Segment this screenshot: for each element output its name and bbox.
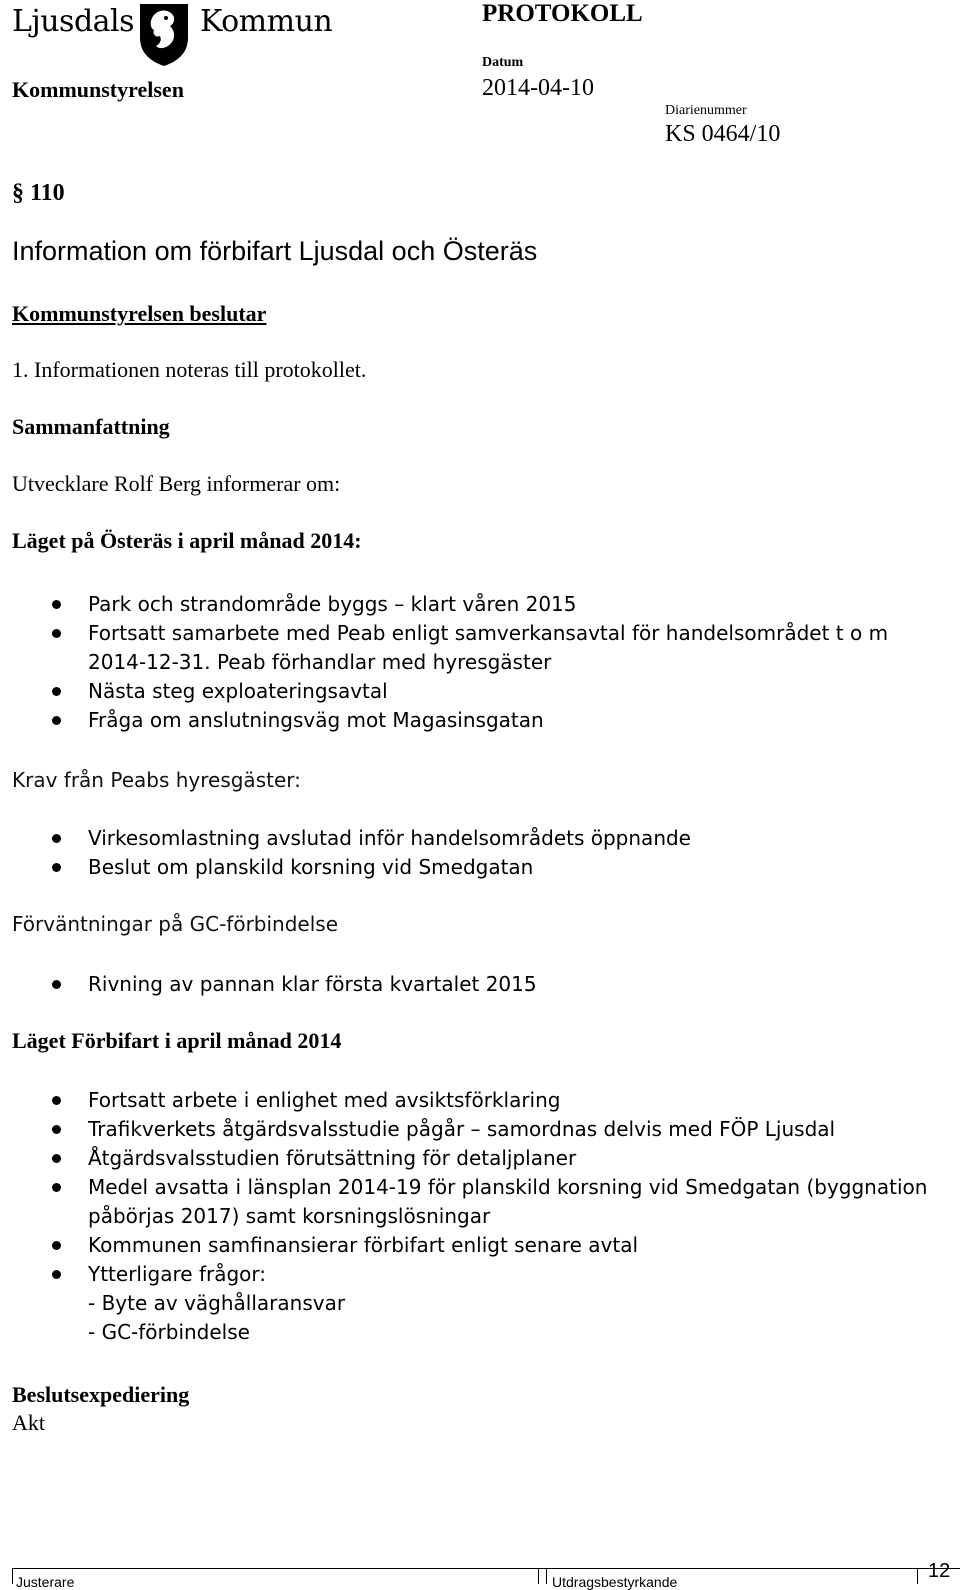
justerare-box [12,1568,539,1584]
date-value: 2014-04-10 [482,75,594,101]
list-item: Park och strandområde byggs – klart våren 2015 [0,590,888,619]
intro-text: Utvecklare Rolf Berg informerar om: [12,471,341,496]
list-item: Rivning av pannan klar första kvartalet 2015 [0,970,537,999]
forbifart-list [0,1086,927,1347]
section-title: Information om förbifart Ljusdal och Österäs [12,236,538,266]
list-item-continuation: 2014-12-31. Peab förhandlar med hyresgäster [88,650,552,674]
date-label: Datum [482,55,524,70]
peab-list [0,824,691,882]
decision-heading: Kommunstyrelsen beslutar [12,301,267,326]
bullet-icon [52,1125,61,1134]
justerare-label: Justerare [16,1574,75,1590]
forbifart-heading: Läget Förbifart i april månad 2014 [12,1028,342,1053]
bullet-icon [52,1154,61,1163]
gc-heading: Förväntningar på GC-förbindelse [12,912,338,936]
list-item: Fortsatt samarbete med Peab enligt samverkansavtal för handelsområdet t o m [0,619,888,648]
utdrag-label: Utdragsbestyrkande [552,1574,678,1590]
doc-type: PROTOKOLL [482,0,643,27]
list-item: Beslut om planskild korsning vid Smedgatan [0,853,691,882]
peab-heading: Krav från Peabs hyresgäster: [12,768,301,792]
diarie-label: Diarienummer [665,103,747,118]
paragraph-number: § 110 [12,180,65,206]
bullet-icon [52,1270,61,1279]
list-item-continuation: - Byte av väghållaransvar [88,1291,346,1315]
coat-of-arms-icon [136,0,192,68]
bullet-icon [52,863,61,872]
bullet-icon [52,629,61,638]
list-item: Fråga om anslutningsväg mot Magasinsgatan [0,706,888,735]
summary-heading: Sammanfattning [12,414,170,439]
bullet-icon [52,687,61,696]
bullet-icon [52,1241,61,1250]
list-item-continuation: påbörjas 2017) samt korsningslösningar [88,1204,491,1228]
bullet-icon [52,716,61,725]
list-item: Fortsatt arbete i enlighet med avsiktsförklaring [0,1086,927,1115]
gc-list [0,970,537,999]
list-item: Kommunen samfinansierar förbifart enligt senare avtal [0,1231,927,1260]
bullet-icon [52,1183,61,1192]
list-item: Virkesomlastning avslutad inför handelsområdets öppnande [0,824,691,853]
decision-item: 1. Informationen noteras till protokollet. [12,357,367,382]
list-item: Medel avsatta i länsplan 2014-19 för planskild korsning vid Smedgatan (byggnation [0,1173,927,1202]
bullet-icon [52,980,61,989]
ostnas-list [0,590,888,735]
expediering-value: Akt [12,1410,45,1435]
expediering-heading: Beslutsexpediering [12,1382,190,1407]
organ-name: Kommunstyrelsen [12,77,184,102]
page-number: 12 [928,1560,951,1582]
list-item-continuation: - GC-förbindelse [88,1320,250,1344]
bullet-icon [52,1096,61,1105]
logo-text-right: Kommun [200,4,333,39]
logo-text-left: Ljusdals [12,4,135,39]
diarie-value: KS 0464/10 [665,121,781,147]
list-item: Åtgärdsvalsstudien förutsättning för detaljplaner [0,1144,927,1173]
list-item: Nästa steg exploateringsavtal [0,677,888,706]
list-item: Ytterligare frågor: [0,1260,927,1289]
ostnas-heading: Läget på Österäs i april månad 2014: [12,528,362,553]
bullet-icon [52,600,61,609]
list-item: Trafikverkets åtgärdsvalsstudie pågår – samordnas delvis med FÖP Ljusdal [0,1115,927,1144]
bullet-icon [52,834,61,843]
